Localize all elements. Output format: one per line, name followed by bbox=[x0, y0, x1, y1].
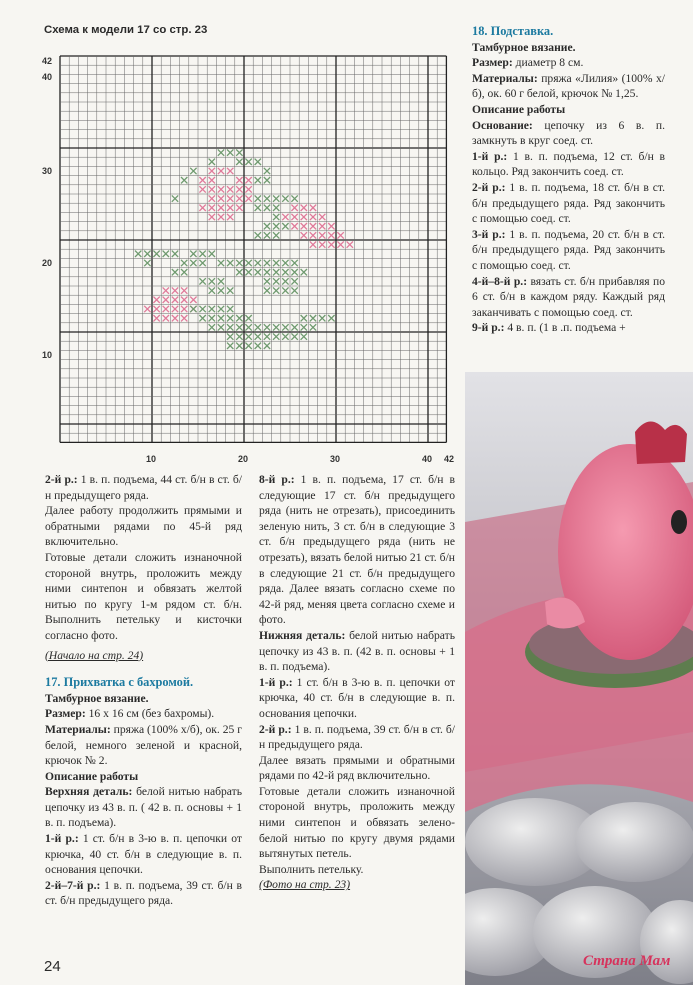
stitch-mark bbox=[255, 260, 261, 266]
y-tick-30: 30 bbox=[42, 166, 53, 176]
stitch-mark bbox=[245, 177, 251, 183]
chart-grid bbox=[60, 56, 446, 442]
materials-line: Материалы: пряжа (100% х/б), ок. 25 г белой, немного зеленой и красной, крючок № 2. bbox=[45, 722, 242, 768]
stitch-mark bbox=[282, 214, 288, 220]
stitch-mark bbox=[209, 186, 215, 192]
stitch-mark bbox=[245, 159, 251, 165]
stitch-mark bbox=[181, 315, 187, 321]
stitch-mark bbox=[255, 205, 261, 211]
stitch-mark bbox=[264, 287, 270, 293]
stitch-mark bbox=[301, 269, 307, 275]
stitch-mark bbox=[209, 251, 215, 257]
stitch-mark bbox=[172, 315, 178, 321]
section-heading-18: 18. Подставка. bbox=[472, 24, 554, 38]
stitch-mark bbox=[190, 168, 196, 174]
paragraph: 2-й р.: 1 в. п. подъема, 44 ст. б/н в ст. б/н предыдущего ряда. bbox=[45, 473, 242, 502]
paragraph: Основание: цепочку из 6 в. п. замкнуть в круг соед. ст. bbox=[472, 118, 665, 148]
stitch-mark bbox=[347, 241, 353, 247]
stitch-mark bbox=[264, 205, 270, 211]
stitch-mark bbox=[199, 251, 205, 257]
stitch-mark bbox=[273, 260, 279, 266]
paragraph: Готовые детали сложить изнаночной стороной внутрь, проложить между ними синтепон и обвязать зелено-белой нитью по кругу двумя рядами вытянутых петель. bbox=[259, 784, 455, 861]
stitch-mark bbox=[301, 333, 307, 339]
stitch-mark bbox=[236, 324, 242, 330]
stitch-mark bbox=[218, 195, 224, 201]
stitch-mark bbox=[199, 177, 205, 183]
stitch-mark bbox=[264, 177, 270, 183]
page-link: (Фото на стр. 23) bbox=[259, 878, 351, 892]
stitch-mark bbox=[218, 306, 224, 312]
stitch-mark bbox=[236, 315, 242, 321]
stitch-mark bbox=[135, 251, 141, 257]
stitch-mark bbox=[209, 324, 215, 330]
stitch-mark bbox=[209, 315, 215, 321]
stitch-mark bbox=[209, 278, 215, 284]
stitch-mark bbox=[264, 343, 270, 349]
stitch-mark bbox=[227, 195, 233, 201]
stitch-mark bbox=[199, 205, 205, 211]
paragraph: 1-й р.: 1 ст. б/н в 3-ю в. п. цепочки от крючка, 40 ст. б/н в следующие в. п. основания цепочки. bbox=[45, 832, 242, 877]
stitch-mark bbox=[181, 306, 187, 312]
stitch-mark bbox=[218, 168, 224, 174]
stitch-mark bbox=[273, 232, 279, 238]
stitch-mark bbox=[172, 251, 178, 257]
stitch-mark bbox=[245, 260, 251, 266]
column-middle bbox=[259, 472, 455, 893]
stitch-mark bbox=[172, 195, 178, 201]
paragraph: 3-й р.: 1 в. п. подъема, 20 ст. б/н в ст. б/н предыдущего ряда. Ряд закончить с помощью соед. ст. bbox=[472, 227, 665, 272]
stitch-mark bbox=[218, 205, 224, 211]
stitch-mark bbox=[236, 269, 242, 275]
stitch-mark bbox=[255, 333, 261, 339]
x-tick-30: 30 bbox=[330, 454, 341, 464]
stitch-mark bbox=[319, 241, 325, 247]
stitch-mark bbox=[181, 177, 187, 183]
section-heading-17: 17. Прихватка с бахромой. bbox=[45, 675, 194, 690]
stitch-mark bbox=[301, 232, 307, 238]
stitch-mark bbox=[218, 278, 224, 284]
stitch-mark bbox=[236, 159, 242, 165]
stitch-mark bbox=[236, 333, 242, 339]
stitch-mark bbox=[153, 315, 159, 321]
stitch-mark bbox=[328, 232, 334, 238]
stitch-mark bbox=[236, 177, 242, 183]
stitch-mark bbox=[291, 223, 297, 229]
work-label: Описание работы bbox=[45, 769, 139, 783]
stitch-mark bbox=[218, 287, 224, 293]
stitch-mark bbox=[172, 287, 178, 293]
stitch-mark bbox=[245, 315, 251, 321]
stitch-mark bbox=[328, 315, 334, 321]
x-tick-10: 10 bbox=[146, 454, 157, 464]
stitch-mark bbox=[264, 195, 270, 201]
stitch-mark bbox=[209, 159, 215, 165]
stitch-mark bbox=[199, 306, 205, 312]
stitch-mark bbox=[255, 343, 261, 349]
stitch-mark bbox=[227, 168, 233, 174]
paragraph: Нижняя деталь: белой нитью набрать цепочку из 43 в. п. (42 в. п. основы + 1 в. п. подъема). bbox=[259, 628, 455, 674]
stitch-mark bbox=[181, 269, 187, 275]
stitch-mark bbox=[236, 260, 242, 266]
stitch-mark bbox=[218, 186, 224, 192]
x-tick-20: 20 bbox=[238, 454, 249, 464]
materials-line: Материалы: пряжа «Лилия» (100% х/б), ок. 60 г белой, крючок № 1,25. bbox=[472, 71, 665, 101]
page-link: (Начало на стр. 24) bbox=[45, 648, 144, 662]
stitch-mark bbox=[282, 324, 288, 330]
stitch-mark bbox=[209, 177, 215, 183]
stitch-mark bbox=[236, 205, 242, 211]
paragraph: Далее вязать прямыми и обратными рядами по 42-й ряд включительно. bbox=[259, 753, 455, 783]
stitch-mark bbox=[319, 214, 325, 220]
stitch-mark bbox=[218, 149, 224, 155]
stitch-mark bbox=[209, 306, 215, 312]
stitch-mark bbox=[199, 260, 205, 266]
stitch-mark bbox=[310, 214, 316, 220]
stitch-mark bbox=[144, 260, 150, 266]
stitch-mark bbox=[310, 324, 316, 330]
paragraph: Верхняя деталь: белой нитью набрать цепочку из 43 в. п. ( 42 в. п. основы + 1 в. п. подъема). bbox=[45, 785, 242, 830]
stitch-mark bbox=[209, 214, 215, 220]
stitch-mark bbox=[153, 251, 159, 257]
section-subtitle: Тамбурное вязание. bbox=[472, 40, 576, 54]
paragraph: 2-й р.: 1 в. п. подъема, 39 ст. б/н в ст. б/н предыдущего ряда. bbox=[259, 722, 455, 752]
stitch-mark bbox=[273, 324, 279, 330]
stitch-mark bbox=[190, 260, 196, 266]
stitch-mark bbox=[199, 186, 205, 192]
paragraph: Выполнить петельку. bbox=[259, 862, 364, 876]
stitch-mark bbox=[199, 278, 205, 284]
column-left bbox=[45, 472, 242, 909]
stitch-mark bbox=[282, 195, 288, 201]
stitch-mark bbox=[163, 251, 169, 257]
paragraph: Готовые детали сложить изнаночной стороной внутрь, проложить между ними синтепон и обвязать желтой нитью по кругу 1-м рядом ст. б/н. Выполнить петельку и кисточки согласно фото. bbox=[45, 550, 242, 642]
paragraph: 1-й р.: 1 в. п. подъема, 12 ст. б/н в кольцо. Ряд закончить соед. ст. bbox=[472, 149, 665, 179]
stitch-mark bbox=[227, 214, 233, 220]
stitch-mark bbox=[255, 324, 261, 330]
stitch-mark bbox=[255, 159, 261, 165]
stitch-mark bbox=[245, 269, 251, 275]
stitch-mark bbox=[319, 232, 325, 238]
stitch-mark bbox=[273, 333, 279, 339]
stitch-mark bbox=[227, 287, 233, 293]
stitch-mark bbox=[273, 214, 279, 220]
stitch-mark bbox=[282, 260, 288, 266]
paragraph: Далее работу продолжить прямыми и обратными рядами по 45-й ряд включительно. bbox=[45, 504, 242, 549]
stitch-mark bbox=[181, 260, 187, 266]
stitch-mark bbox=[264, 333, 270, 339]
stitch-mark bbox=[255, 177, 261, 183]
stitch-mark bbox=[245, 343, 251, 349]
chart-axis-labels bbox=[42, 56, 454, 464]
stitch-mark bbox=[301, 324, 307, 330]
y-tick-10: 10 bbox=[42, 350, 53, 360]
stitch-mark bbox=[236, 343, 242, 349]
stitch-mark bbox=[153, 297, 159, 303]
stitch-mark bbox=[264, 324, 270, 330]
stitch-mark bbox=[218, 315, 224, 321]
stitch-mark bbox=[245, 195, 251, 201]
stitch-mark bbox=[310, 223, 316, 229]
column-right bbox=[472, 24, 665, 336]
stitch-mark bbox=[218, 260, 224, 266]
stitch-mark bbox=[273, 269, 279, 275]
stitch-mark bbox=[209, 168, 215, 174]
stitch-mark bbox=[190, 251, 196, 257]
stitch-mark bbox=[245, 186, 251, 192]
stitch-mark bbox=[181, 297, 187, 303]
stitch-mark bbox=[190, 297, 196, 303]
stitch-mark bbox=[264, 168, 270, 174]
stitch-mark bbox=[328, 241, 334, 247]
paragraph: 2-й–7-й р.: 1 в. п. подъема, 39 ст. б/н в ст. б/н предыдущего ряда. bbox=[45, 878, 242, 908]
stitch-mark bbox=[319, 315, 325, 321]
stitch-mark bbox=[163, 287, 169, 293]
stitch-mark bbox=[264, 260, 270, 266]
stitch-mark bbox=[273, 287, 279, 293]
stitch-mark bbox=[227, 315, 233, 321]
y-tick-20: 20 bbox=[42, 258, 53, 268]
section-subtitle: Тамбурное вязание. bbox=[45, 691, 149, 705]
stitch-mark bbox=[273, 278, 279, 284]
stitch-mark bbox=[291, 287, 297, 293]
stitch-mark bbox=[264, 232, 270, 238]
stitch-mark bbox=[282, 287, 288, 293]
stitch-mark bbox=[255, 232, 261, 238]
stitch-mark bbox=[337, 232, 343, 238]
stitch-mark bbox=[227, 306, 233, 312]
stitch-mark bbox=[172, 269, 178, 275]
stitch-mark bbox=[209, 205, 215, 211]
stitch-mark bbox=[291, 278, 297, 284]
y-tick-42: 42 bbox=[42, 56, 53, 66]
stitch-mark bbox=[310, 315, 316, 321]
y-tick-40: 40 bbox=[42, 72, 53, 82]
crochet-chart bbox=[38, 50, 462, 466]
stitch-mark bbox=[227, 260, 233, 266]
stitch-mark bbox=[273, 195, 279, 201]
stitch-mark bbox=[236, 195, 242, 201]
size-line: Размер: диаметр 8 см. bbox=[472, 56, 584, 70]
stitch-mark bbox=[209, 287, 215, 293]
stitch-mark bbox=[310, 232, 316, 238]
stitch-mark bbox=[328, 223, 334, 229]
product-photo bbox=[465, 372, 693, 985]
paragraph: 8-й р.: 1 в. п. подъема, 17 ст. б/н в следующие 17 ст. б/н предыдущего ряда (нить не отрезать), присоединить зеленую нить, 3 ст. б/н в следующие 3 ст. б/н предыдущего ряда (нить не отрезать), вязать белой нитью 21 ст. б/н в следующие 21 ст. б/н предыдущего ряда. Далее вязать согласно схеме по 42-й ряд, меняя цвета согласно схеме и фото. bbox=[259, 473, 455, 627]
stitch-mark bbox=[337, 241, 343, 247]
stitch-mark bbox=[209, 195, 215, 201]
stitch-mark bbox=[163, 297, 169, 303]
paragraph: 1-й р.: 1 ст. б/н в 3-ю в. п. цепочки от крючка, 40 ст. б/н в следующие в. п. основания цепочки. bbox=[259, 675, 455, 720]
stitch-mark bbox=[172, 297, 178, 303]
size-line: Размер: 16 х 16 см (без бахромы). bbox=[45, 707, 215, 721]
stitch-mark bbox=[301, 315, 307, 321]
stitch-mark bbox=[199, 315, 205, 321]
stitch-mark bbox=[227, 205, 233, 211]
stitch-mark bbox=[291, 333, 297, 339]
stitch-mark bbox=[264, 269, 270, 275]
stitch-mark bbox=[163, 306, 169, 312]
stitch-mark bbox=[264, 278, 270, 284]
stitch-mark bbox=[245, 333, 251, 339]
stitch-mark bbox=[144, 251, 150, 257]
stitch-mark bbox=[264, 223, 270, 229]
stitch-mark bbox=[172, 306, 178, 312]
stitch-mark bbox=[301, 205, 307, 211]
stitch-mark bbox=[255, 195, 261, 201]
paragraph: 4-й–8-й р.: вязать ст. б/н прибавляя по 6 ст. б/н в каждом ряду. Каждый ряд заканчивать с помощью соед. ст. bbox=[472, 274, 665, 319]
paragraph: 9-й р.: 4 в. п. (1 в .п. подъема + bbox=[472, 321, 626, 335]
page-number: 24 bbox=[44, 958, 61, 975]
stitch-mark bbox=[227, 149, 233, 155]
stitch-mark bbox=[163, 315, 169, 321]
stitch-mark bbox=[190, 306, 196, 312]
watermark-logo: Страна Мам bbox=[583, 953, 671, 969]
work-label: Описание работы bbox=[472, 102, 566, 116]
stitch-mark bbox=[282, 278, 288, 284]
stitch-mark bbox=[319, 223, 325, 229]
stitch-mark bbox=[144, 306, 150, 312]
stitch-mark bbox=[310, 241, 316, 247]
stitch-mark bbox=[227, 343, 233, 349]
stitch-mark bbox=[291, 269, 297, 275]
x-tick-40: 40 bbox=[422, 454, 433, 464]
stitch-mark bbox=[218, 324, 224, 330]
stitch-mark bbox=[282, 223, 288, 229]
stitch-mark bbox=[291, 214, 297, 220]
stitch-mark bbox=[245, 324, 251, 330]
stitch-mark bbox=[282, 269, 288, 275]
stitch-mark bbox=[218, 214, 224, 220]
stitch-mark bbox=[291, 260, 297, 266]
stitch-mark bbox=[301, 223, 307, 229]
stitch-mark bbox=[301, 214, 307, 220]
stitch-mark bbox=[236, 186, 242, 192]
stitch-mark bbox=[236, 149, 242, 155]
stitch-mark bbox=[255, 269, 261, 275]
stitch-mark bbox=[282, 333, 288, 339]
stitch-mark bbox=[227, 324, 233, 330]
paragraph: 2-й р.: 1 в. п. подъема, 18 ст. б/н в ст. б/н предыдущего ряда. Ряд закончить с помощью соед. ст. bbox=[472, 180, 665, 226]
stitch-mark bbox=[291, 324, 297, 330]
x-tick-42: 42 bbox=[444, 454, 455, 464]
stitch-mark bbox=[291, 205, 297, 211]
stitch-mark bbox=[273, 205, 279, 211]
stitch-mark bbox=[227, 186, 233, 192]
stitch-mark bbox=[153, 306, 159, 312]
stitch-mark bbox=[310, 205, 316, 211]
stitch-mark bbox=[181, 287, 187, 293]
stitch-mark bbox=[291, 195, 297, 201]
stitch-mark bbox=[227, 333, 233, 339]
stitch-mark bbox=[273, 223, 279, 229]
chart-title: Схема к модели 17 со стр. 23 bbox=[44, 24, 208, 36]
